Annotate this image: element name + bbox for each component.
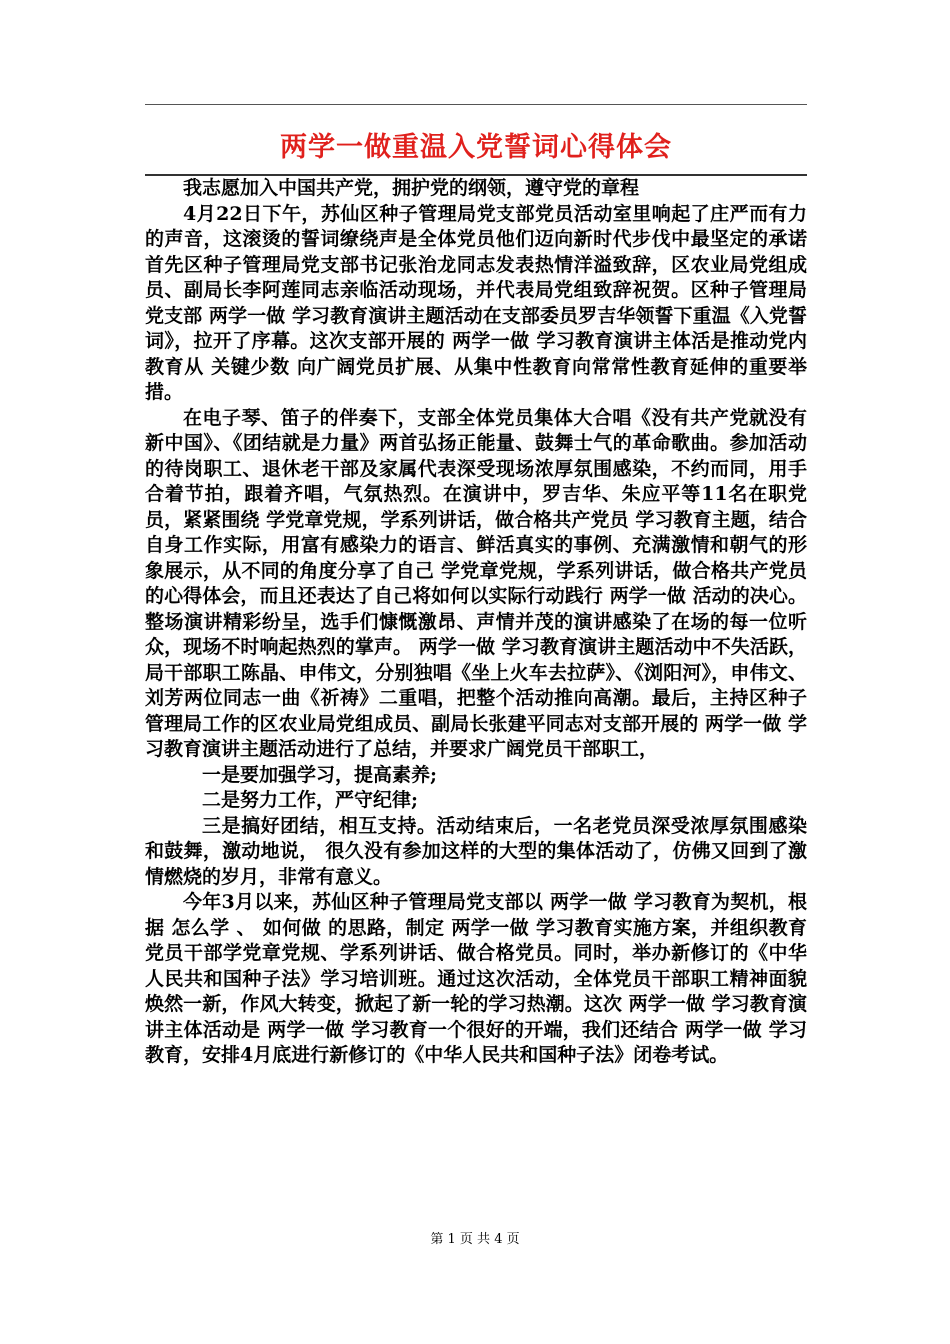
paragraph-closing: 今年3月以来，苏仙区种子管理局党支部以 两学一做 学习教育为契机，根据 怎么学 、 如何做 的思路，制定 两学一做 学习教育实施方案，并组织教育党员干部学党章党规、学系列讲话、做合格党员。同时，举办新修订的《中华人民共和国种子法》学习培训班。通过这次活动，全体党员干部职工精神面貌焕然一新，作风大转变，掀起了新一轮的学习热潮。这次 两学一做 学习教育演讲主体活动是 两学一做 学习教育一个很好的开端，我们还结合 两学一做 学习教育，安排4月底进行新修订的《中华人民共和国种子法》闭卷考试。 bbox=[145, 891, 807, 1066]
header-rule bbox=[145, 104, 807, 105]
list-item-3: 三是搞好团结，相互支持。活动结束后，一名老党员深受浓厚氛围感染和鼓舞，激动地说， 很久没有参加这样的大型的集体活动了，仿佛又回到了激情燃烧的岁月，非常有意义。 bbox=[145, 814, 807, 888]
document-title: 两学一做重温入党誓词心得体会 bbox=[280, 132, 672, 163]
paragraph-event-details: 在电子琴、笛子的伴奏下，支部全体党员集体大合唱《没有共产党就没有新中国》、《团结就是力量》两首弘扬正能量、鼓舞士气的革命歌曲。参加活动的待岗职工、退休老干部及家属代表深受现场浓厚氛围感染，不约而同，用手合着节拍，跟着齐唱，气氛热烈。在演讲中，罗吉华、朱应平等11名在职党员，紧紧围绕 学党章党规，学系列讲话，做合格共产党员 学习教育主题，结合自身工作实际，用富有感染力的语言、鲜活真实的事例、充满激情和朝气的形象展示，从不同的角度分享了自己 学党章党规，学系列讲话，做合格共产党员 的心得体会，而且还表达了自己将如何以实际行动践行 两学一做 活动的决心。整场演讲精彩纷呈，选手们慷慨激昂、声情并茂的演讲感染了在场的每一位听众，现场不时响起热烈的掌声。 两学一做 学习教育演讲主题活动中不失活跃，局干部职工陈晶、申伟文，分别独唱《坐上火车去拉萨》、《浏阳河》，申伟文、刘芳两位同志一曲《祈祷》二重唱，把整个活动推向高潮。最后，主持区种子管理局工作的区农业局党组成员、副局长张建平同志对支部开展的 两学一做 学习教育演讲主题活动进行了总结，并要求广阔党员干部职工， bbox=[145, 406, 807, 760]
list-item-2: 二是努力工作，严守纪律; bbox=[202, 789, 419, 811]
page-footer: 第 1 页 共 4 页 bbox=[430, 1232, 520, 1247]
document-body bbox=[145, 176, 807, 1069]
paragraph-oath: 我志愿加入中国共产党，拥护党的纲领，遵守党的章程 bbox=[183, 177, 640, 199]
list-item-1: 一是要加强学习，提高素养; bbox=[202, 763, 438, 786]
paragraph-event-intro: 4月22日下午，苏仙区种子管理局党支部党员活动室里响起了庄严而有力的声音，这滚烫的誓词缭绕声是全体党员他们迈向新时代步伐中最坚定的承诺 首先区种子管理局党支部书记张治龙同志发表热情洋溢致辞，区农业局党组成员、副局长李阿莲同志亲临活动现场，并代表局党组致辞祝贺。区种子管理局党支部 两学一做 学习教育演讲主题活动在支部委员罗吉华领誓下重温《入党誓词》，拉开了序幕。这次支部开展的 两学一做 学习教育演讲主体活是推动党内教育从 关键少数 向广阔党员扩展、从集中性教育向常常性教育延伸的重要举措。 bbox=[145, 202, 807, 403]
